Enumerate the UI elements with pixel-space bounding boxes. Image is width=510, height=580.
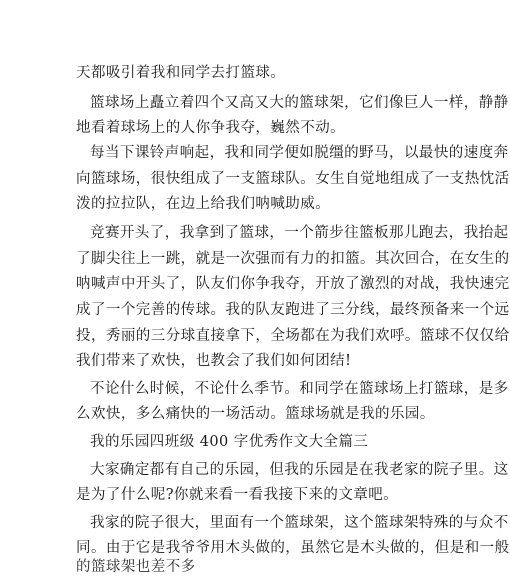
text-line: 泼的拉拉队，在边上给我们呐喊助威。 — [76, 196, 331, 212]
text-line: 竞赛开头了，我拿到了篮球，一个箭步往篮板那儿跑去，我抬起 — [90, 225, 509, 241]
text-line: 么欢快，多么痛快的一场活动。篮球场就是我的乐园。 — [76, 406, 435, 422]
text-line: 篮球场上矗立着四个又高又大的篮球架，它们像巨人一样，静静 — [90, 95, 509, 111]
text-line: 大家确定都有自己的乐园，但我的乐园是在我老家的院子里。这 — [90, 462, 509, 478]
text-line: 呐喊声中开头了，队友们你争我夺，开放了激烈的对战，我快速完 — [76, 276, 510, 292]
text-line: 每当下课铃声响起，我和同学便如脱缰的野马，以最快的速度奔 — [90, 145, 509, 161]
text-line: 向篮球场，很快组成了一支篮球队。女生自觉地组成了一支热忱活 — [76, 171, 510, 187]
text-line: 同。由于它是我爷爷用木头做的，虽然它是木头做的，但是和一般 — [76, 540, 510, 556]
text-line: 的篮球架也差不多 — [76, 559, 196, 575]
cut-off-line — [76, 556, 436, 575]
text-line: 是为了什么呢?你就来看一看我接下来的文章吧。 — [76, 487, 399, 503]
text-line: 天都吸引着我和同学去打篮球。 — [76, 65, 286, 81]
text-line: 投，秀丽的三分球直接拿下，全场都在为我们欢呼。篮球不仅仅给 — [76, 328, 510, 344]
text-line: 地看着球场上的人你争我夺，巍然不动。 — [76, 120, 346, 136]
text-line: 我家的院子很大，里面有一个篮球架，这个篮球架特殊的与众不 — [90, 515, 509, 531]
section-heading: 我的乐园四班级 400 字优秀作文大全篇三 — [90, 434, 369, 450]
text-line: 我们带来了欢快，也教会了我们如何团结! — [76, 353, 352, 369]
text-line: 了脚尖往上一跳，就是一次强而有力的扣篮。其次回合，在女生的 — [76, 251, 510, 267]
text-line: 不论什么时候，不论什么季节。和同学在篮球场上打篮球，是多 — [90, 381, 509, 397]
text-line: 成了一个完善的传球。我的队友跑进了三分线，最终预备来一个远 — [76, 302, 510, 318]
